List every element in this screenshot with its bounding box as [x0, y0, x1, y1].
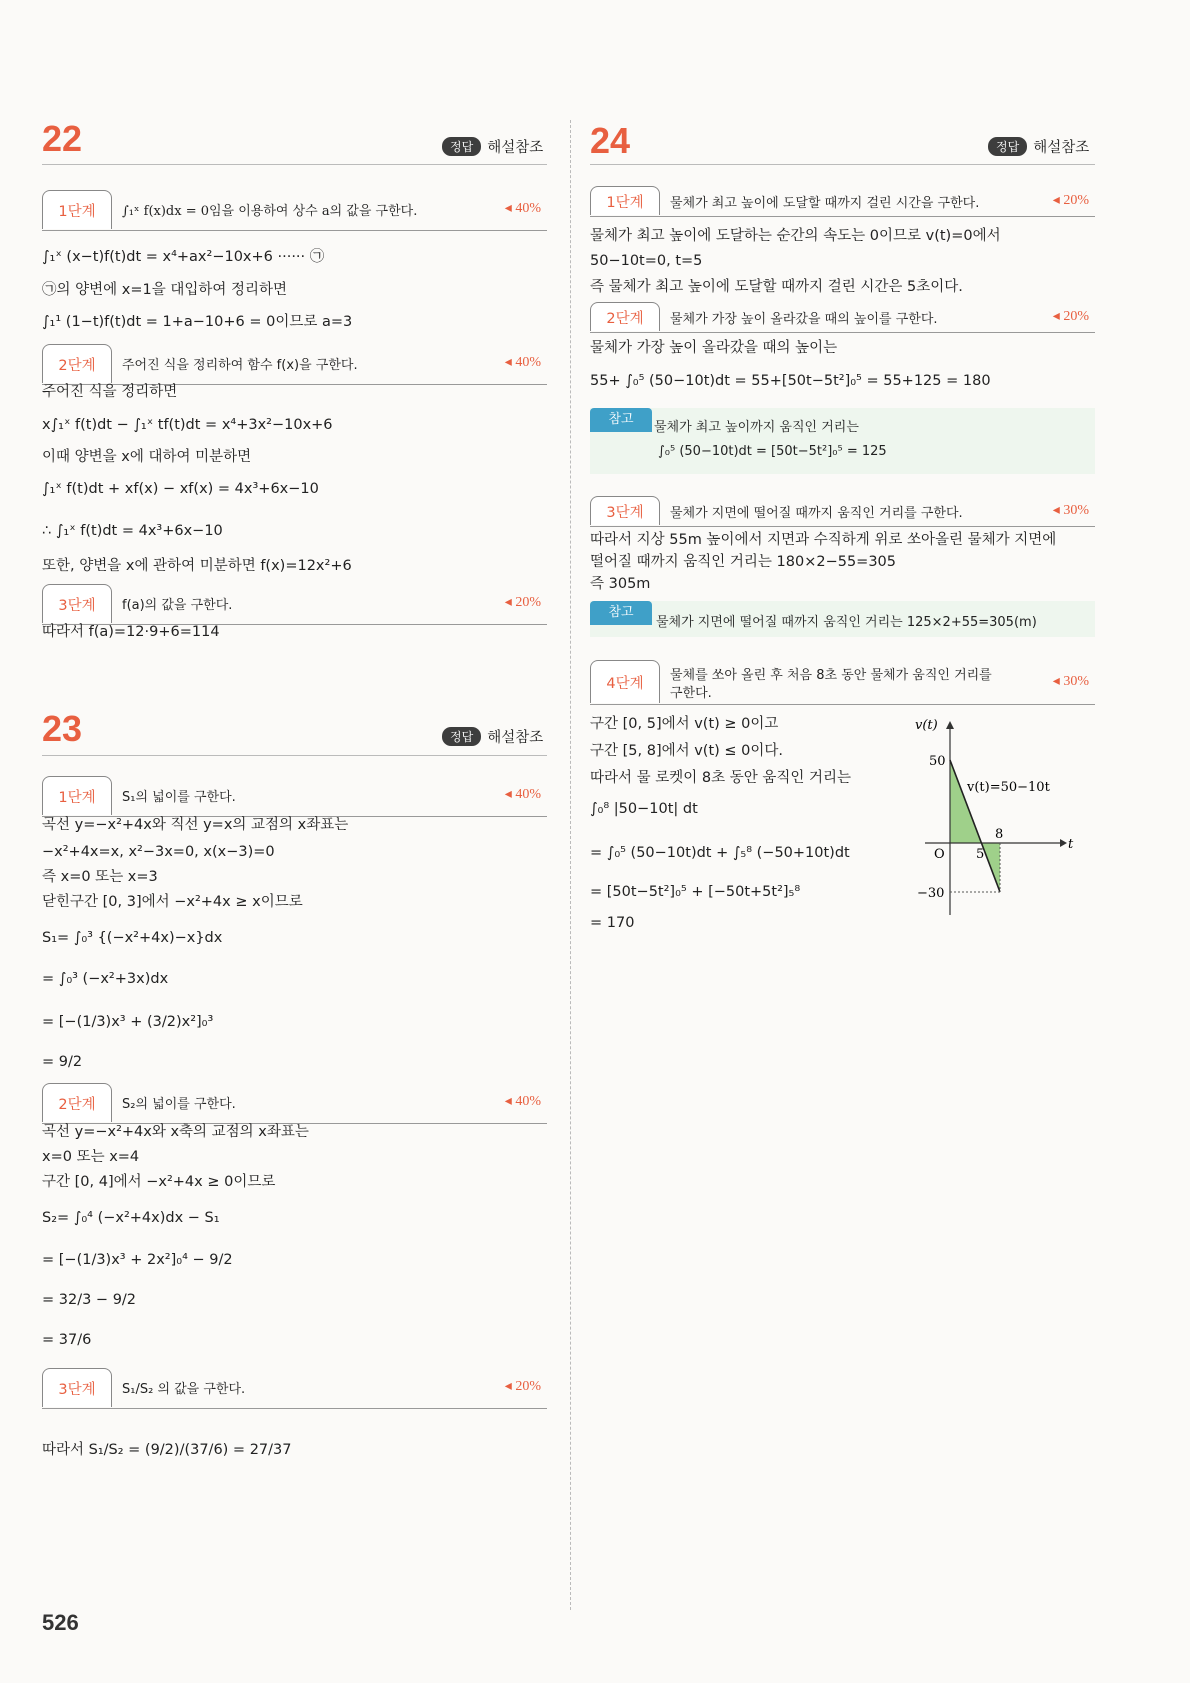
step-2 — [42, 344, 547, 385]
step-1 — [42, 776, 547, 817]
x-tick-8: 8 — [995, 827, 1004, 842]
answer-text: 해설참조 — [487, 730, 544, 746]
y-axis-arrow — [946, 721, 954, 729]
solution-line: = ∫₀⁵ (50−10t)dt + ∫₅⁸ (−50+10t)dt — [590, 845, 850, 861]
step-4 — [590, 660, 1095, 705]
section-rule — [42, 755, 547, 756]
answer-reference — [988, 136, 1089, 157]
step-tag: 3단계 — [42, 584, 112, 623]
solution-line: = 9/2 — [42, 1054, 83, 1070]
solution-line: x∫₁ˣ f(t)dt − ∫₁ˣ tf(t)dt = x⁴+3x²−10x+6 — [42, 417, 333, 433]
problem-number: 22 — [42, 118, 83, 159]
solution-line: 55+ ∫₀⁵ (50−10t)dt = 55+[50t−5t²]₀⁵ = 55+125 = 180 — [590, 373, 991, 389]
step-percent: ◂ 20% — [504, 1379, 541, 1394]
solution-line: 즉 x=0 또는 x=3 — [42, 869, 158, 885]
step-desc: f(a)의 값을 구한다. — [122, 598, 233, 613]
solution-line: 구간 [0, 4]에서 −x²+4x ≥ 0이므로 — [42, 1174, 276, 1190]
step-percent: ◂ 30% — [1052, 503, 1089, 518]
solution-line: = ∫₀³ (−x²+3x)dx — [42, 971, 169, 987]
solution-line: 따라서 f(a)=12·9+6=114 — [42, 624, 220, 640]
solution-line: ∫₁ˣ f(t)dt + xf(x) − xf(x) = 4x³+6x−10 — [42, 481, 319, 497]
step-3 — [42, 584, 547, 625]
solution-line: = [50t−5t²]₀⁵ + [−50t+5t²]₅⁸ — [590, 884, 801, 900]
x-axis-arrow — [1060, 839, 1067, 847]
solution-line: 곡선 y=−x²+4x와 직선 y=x의 교점의 x좌표는 — [42, 817, 349, 833]
step-percent: ◂ 30% — [1052, 674, 1089, 689]
velocity-graph — [905, 715, 1085, 925]
step-tag: 2단계 — [590, 302, 660, 331]
solution-line: −x²+4x=x, x²−3x=0, x(x−3)=0 — [42, 844, 275, 860]
solution-line: ∫₁ˣ (x−t)f(t)dt = x⁴+ax²−10x+6 ······ ㉠ — [42, 249, 325, 265]
solution-line: ∫₀⁸ |50−10t| dt — [590, 801, 698, 817]
step-percent: ◂ 20% — [1052, 309, 1089, 324]
solution-line: 또한, 양변을 x에 관하여 미분하면 f(x)=12x²+6 — [42, 558, 352, 574]
step-desc: 물체가 지면에 떨어질 때까지 움직인 거리를 구한다. — [670, 506, 963, 521]
solution-line: 따라서 S₁/S₂ = (9/2)/(37/6) = 27/37 — [42, 1442, 292, 1458]
solution-line: 닫힌구간 [0, 3]에서 −x²+4x ≥ x이므로 — [42, 894, 303, 910]
step-desc: S₂의 넓이를 구한다. — [122, 1097, 236, 1112]
solution-line: 구간 [0, 5]에서 v(t) ≥ 0이고 — [590, 716, 779, 732]
page-number: 526 — [42, 1610, 79, 1635]
step-tag: 1단계 — [42, 190, 112, 229]
section-rule — [590, 164, 1095, 165]
step-2 — [42, 1083, 547, 1124]
step-percent: ◂ 20% — [1052, 193, 1089, 208]
solution-line: 즉 305m — [590, 576, 651, 592]
solution-line: 따라서 지상 55m 높이에서 지면과 수직하게 위로 쏘아올린 물체가 지면에 — [590, 532, 1057, 548]
origin-label: O — [934, 847, 945, 862]
note-box — [590, 408, 1095, 474]
y-tick-neg30: −30 — [917, 886, 945, 901]
step-tag: 1단계 — [590, 186, 660, 215]
solution-line: = [−(1/3)x³ + 2x²]₀⁴ − 9/2 — [42, 1252, 233, 1268]
note-tag: 참고 — [590, 408, 652, 432]
solution-line: ∴ ∫₁ˣ f(t)dt = 4x³+6x−10 — [42, 523, 223, 539]
solution-line: x=0 또는 x=4 — [42, 1149, 140, 1165]
solution-line: = 37/6 — [42, 1332, 92, 1348]
step-percent: ◂ 40% — [504, 201, 541, 216]
answer-reference — [442, 726, 543, 747]
step-3 — [590, 496, 1095, 527]
step-tag: 3단계 — [42, 1368, 112, 1407]
step-desc: 물체가 가장 높이 올라갔을 때의 높이를 구한다. — [670, 312, 938, 327]
solution-line: 떨어질 때까지 움직인 거리는 180×2−55=305 — [590, 554, 896, 570]
step-3 — [42, 1368, 547, 1409]
step-desc: 물체를 쏘아 올린 후 처음 8초 동안 물체가 움직인 거리를 — [670, 668, 992, 683]
solution-line: S₂= ∫₀⁴ (−x²+4x)dx − S₁ — [42, 1210, 220, 1226]
solution-line: 주어진 식을 정리하면 — [42, 384, 178, 400]
answer-badge: 정답 — [988, 137, 1027, 156]
step-tag: 2단계 — [42, 344, 112, 383]
step-desc: 구한다. — [670, 686, 712, 701]
note-text: ∫₀⁵ (50−10t)dt = [50t−5t²]₀⁵ = 125 — [658, 444, 887, 459]
line-equation-label: v(t)=50−10t — [967, 780, 1050, 795]
step-tag: 4단계 — [590, 660, 660, 703]
step-1 — [590, 186, 1095, 217]
solution-line: 따라서 물 로켓이 8초 동안 움직인 거리는 — [590, 770, 851, 786]
step-desc: S₁/S₂ 의 값을 구한다. — [122, 1382, 246, 1397]
answer-text: 해설참조 — [487, 140, 544, 156]
y-axis-label: v(t) — [915, 718, 938, 733]
step-tag: 1단계 — [42, 776, 112, 815]
x-axis-label: t — [1068, 837, 1074, 852]
column-divider — [570, 120, 571, 1610]
step-2 — [590, 302, 1095, 333]
problem-number: 23 — [42, 708, 83, 749]
y-tick-50: 50 — [929, 754, 946, 769]
solution-line: ∫₁¹ (1−t)f(t)dt = 1+a−10+6 = 0이므로 a=3 — [42, 314, 353, 330]
note-box — [590, 601, 1095, 637]
step-tag: 3단계 — [590, 496, 660, 525]
solution-line: 50−10t=0, t=5 — [590, 253, 703, 269]
step-desc: ∫₁ˣ f(x)dx = 0임을 이용하여 상수 a의 값을 구한다. — [122, 204, 418, 219]
step-percent: ◂ 40% — [504, 1094, 541, 1109]
solution-line: = [−(1/3)x³ + (3/2)x²]₀³ — [42, 1014, 214, 1030]
answer-badge: 정답 — [442, 137, 481, 156]
solution-line: 구간 [5, 8]에서 v(t) ≤ 0이다. — [590, 743, 784, 759]
answer-badge: 정답 — [442, 727, 481, 746]
answer-text: 해설참조 — [1033, 140, 1090, 156]
step-percent: ◂ 40% — [504, 787, 541, 802]
solution-line: ㉠의 양변에 x=1을 대입하여 정리하면 — [42, 282, 287, 298]
section-rule — [42, 164, 547, 165]
step-desc: S₁의 넓이를 구한다. — [122, 790, 236, 805]
solution-line: 이때 양변을 x에 대하여 미분하면 — [42, 449, 252, 465]
problem-number: 24 — [590, 120, 631, 161]
solution-line: S₁= ∫₀³ {(−x²+4x)−x}dx — [42, 930, 223, 946]
note-text: 물체가 최고 높이까지 움직인 거리는 — [654, 420, 859, 435]
step-percent: ◂ 20% — [504, 595, 541, 610]
solution-line: 물체가 최고 높이에 도달하는 순간의 속도는 0이므로 v(t)=0에서 — [590, 228, 1001, 244]
solution-line: = 32/3 − 9/2 — [42, 1292, 137, 1308]
note-text: 물체가 지면에 떨어질 때까지 움직인 거리는 125×2+55=305(m) — [656, 615, 1037, 630]
step-tag: 2단계 — [42, 1083, 112, 1122]
solution-line: 물체가 가장 높이 올라갔을 때의 높이는 — [590, 340, 838, 356]
step-desc: 물체가 최고 높이에 도달할 때까지 걸린 시간을 구한다. — [670, 196, 980, 211]
solution-line: 곡선 y=−x²+4x와 x축의 교점의 x좌표는 — [42, 1124, 309, 1140]
solution-line: 즉 물체가 최고 높이에 도달할 때까지 걸린 시간은 5초이다. — [590, 279, 963, 295]
step-percent: ◂ 40% — [504, 355, 541, 370]
note-tag: 참고 — [590, 601, 652, 625]
solution-line: = 170 — [590, 915, 635, 931]
step-desc: 주어진 식을 정리하여 함수 f(x)을 구한다. — [122, 358, 358, 373]
x-tick-5: 5 — [976, 847, 985, 862]
answer-reference — [442, 136, 543, 157]
step-1 — [42, 190, 547, 231]
